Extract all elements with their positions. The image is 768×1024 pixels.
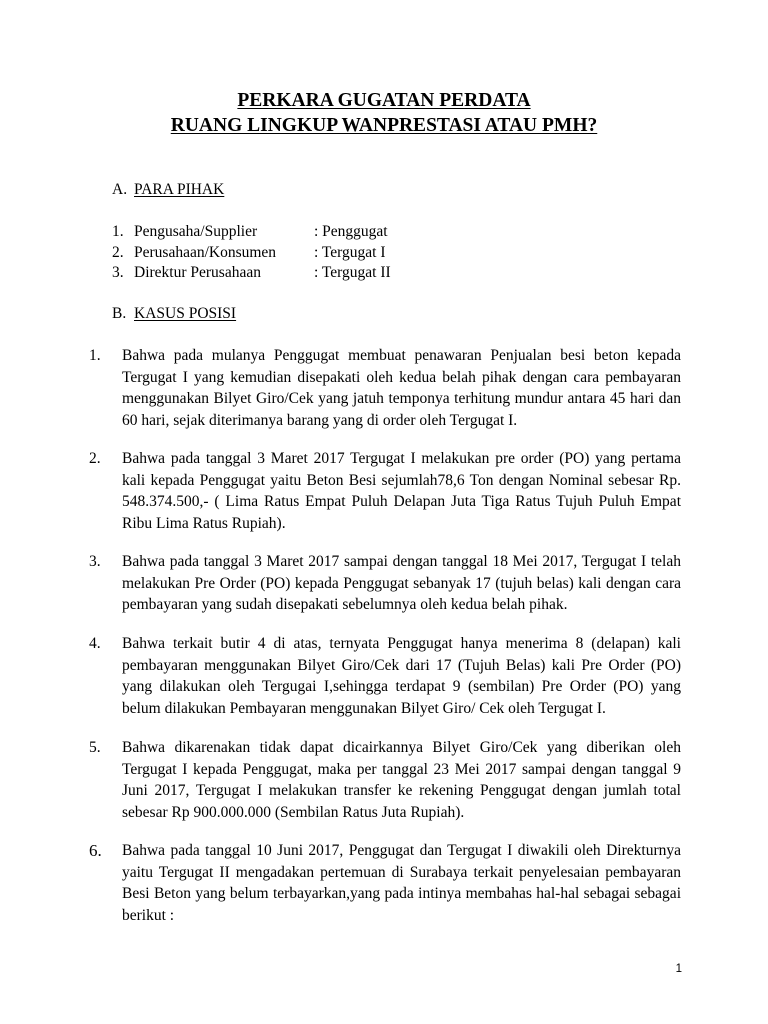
section-b-heading-text: KASUS POSISI bbox=[134, 305, 237, 322]
section-a-heading bbox=[112, 179, 224, 201]
party-role: : Tergugat II bbox=[314, 264, 391, 281]
page-number: 1 bbox=[675, 963, 682, 975]
party-list bbox=[112, 221, 512, 283]
document-title-line-1: PERKARA GUGATAN PERDATA bbox=[237, 90, 531, 111]
section-a-heading-text: PARA PIHAK bbox=[134, 181, 225, 198]
party-name: Perusahaan/Konsumen bbox=[134, 243, 277, 261]
party-row bbox=[112, 221, 512, 242]
case-item-number: 2. bbox=[89, 450, 101, 467]
case-item-number: 5. bbox=[89, 739, 101, 756]
case-item-text: Bahwa terkait butir 4 di atas, ternyata Penggugat hanya menerima 8 (delapan) kali pembayaran menggunakan Bilyet Giro/Cek dari 17 (Tujuh Belas) kali Pre Order (PO) yang dilakukan oleh Tergugai I,sehingga terdapat 9 (sembilan) Pre Order (PO) yang belum dilakukan Pembayaran menggunakan Bilyet Giro/ Cek oleh Tergugat I. bbox=[122, 635, 681, 717]
document-title-line-2: RUANG LINGKUP WANPRESTASI ATAU PMH? bbox=[170, 115, 598, 136]
party-row bbox=[112, 242, 512, 263]
case-item-number: 1. bbox=[89, 347, 101, 364]
case-item-number: 4. bbox=[89, 635, 101, 652]
party-role: : Tergugat I bbox=[314, 243, 386, 261]
case-item-number: 6. bbox=[89, 841, 102, 860]
party-number: 2. bbox=[112, 243, 124, 261]
case-item-text: Bahwa pada tanggal 10 Juni 2017, Penggugat dan Tergugat I diwakili oleh Direkturnya yaitu Tergugat II mengadakan pertemuan di Surabaya terkait penyelesaian pembayaran Besi Beton yang belum terbayarkan,yang pada intinya membahas hal-hal sebagai sebagai berikut : bbox=[122, 842, 681, 924]
party-row bbox=[112, 262, 512, 283]
case-item-number: 3. bbox=[89, 553, 101, 570]
party-role: : Penggugat bbox=[314, 223, 388, 240]
party-number: 1. bbox=[112, 223, 124, 240]
party-number: 3. bbox=[112, 264, 124, 281]
section-b-heading bbox=[112, 303, 236, 325]
party-name: Pengusaha/Supplier bbox=[134, 223, 258, 240]
case-item-text: Bahwa dikarenakan tidak dapat dicairkannya Bilyet Giro/Cek yang diberikan oleh Tergugat I kepada Penggugat, maka per tanggal 23 Mei 2017 sampai dengan tanggal 9 Juni 2017, Tergugat I melakukan transfer ke rekening Penggugat dengan jumlah total sebesar Rp 900.000.000 (Sembilan Ratus Juta Rupiah). bbox=[122, 739, 681, 821]
case-item-text: Bahwa pada tanggal 3 Maret 2017 Tergugat I melakukan pre order (PO) yang pertama kali kepada Penggugat yaitu Beton Besi sejumlah78,6 Ton dengan Nominal sebesar Rp. 548.374.500,- ( Lima Ratus Empat Puluh Delapan Juta Tiga Ratus Tujuh Puluh Empat Ribu Lima Ratus Rupiah). bbox=[122, 450, 681, 532]
case-item-text: Bahwa pada mulanya Penggugat membuat penawaran Penjualan besi beton kepada Tergugat I yang kemudian disepakati oleh kedua belah pihak dengan cara pembayaran menggunakan Bilyet Giro/Cek yang jatuh temponya terhitung mundur antara 45 hari dan 60 hari, sejak diterimanya barang yang di order oleh Tergugat I. bbox=[122, 347, 681, 429]
section-a-letter: A. bbox=[112, 181, 128, 198]
section-b-letter: B. bbox=[112, 305, 127, 322]
party-name: Direktur Perusahaan bbox=[134, 264, 261, 281]
case-item-text: Bahwa pada tanggal 3 Maret 2017 sampai dengan tanggal 18 Mei 2017, Tergugat I telah melakukan Pre Order (PO) kepada Penggugat sebanyak 17 (tujuh belas) kali dengan cara pembayaran yang sudah disepakati sebelumnya oleh kedua belah pihak. bbox=[122, 553, 681, 613]
